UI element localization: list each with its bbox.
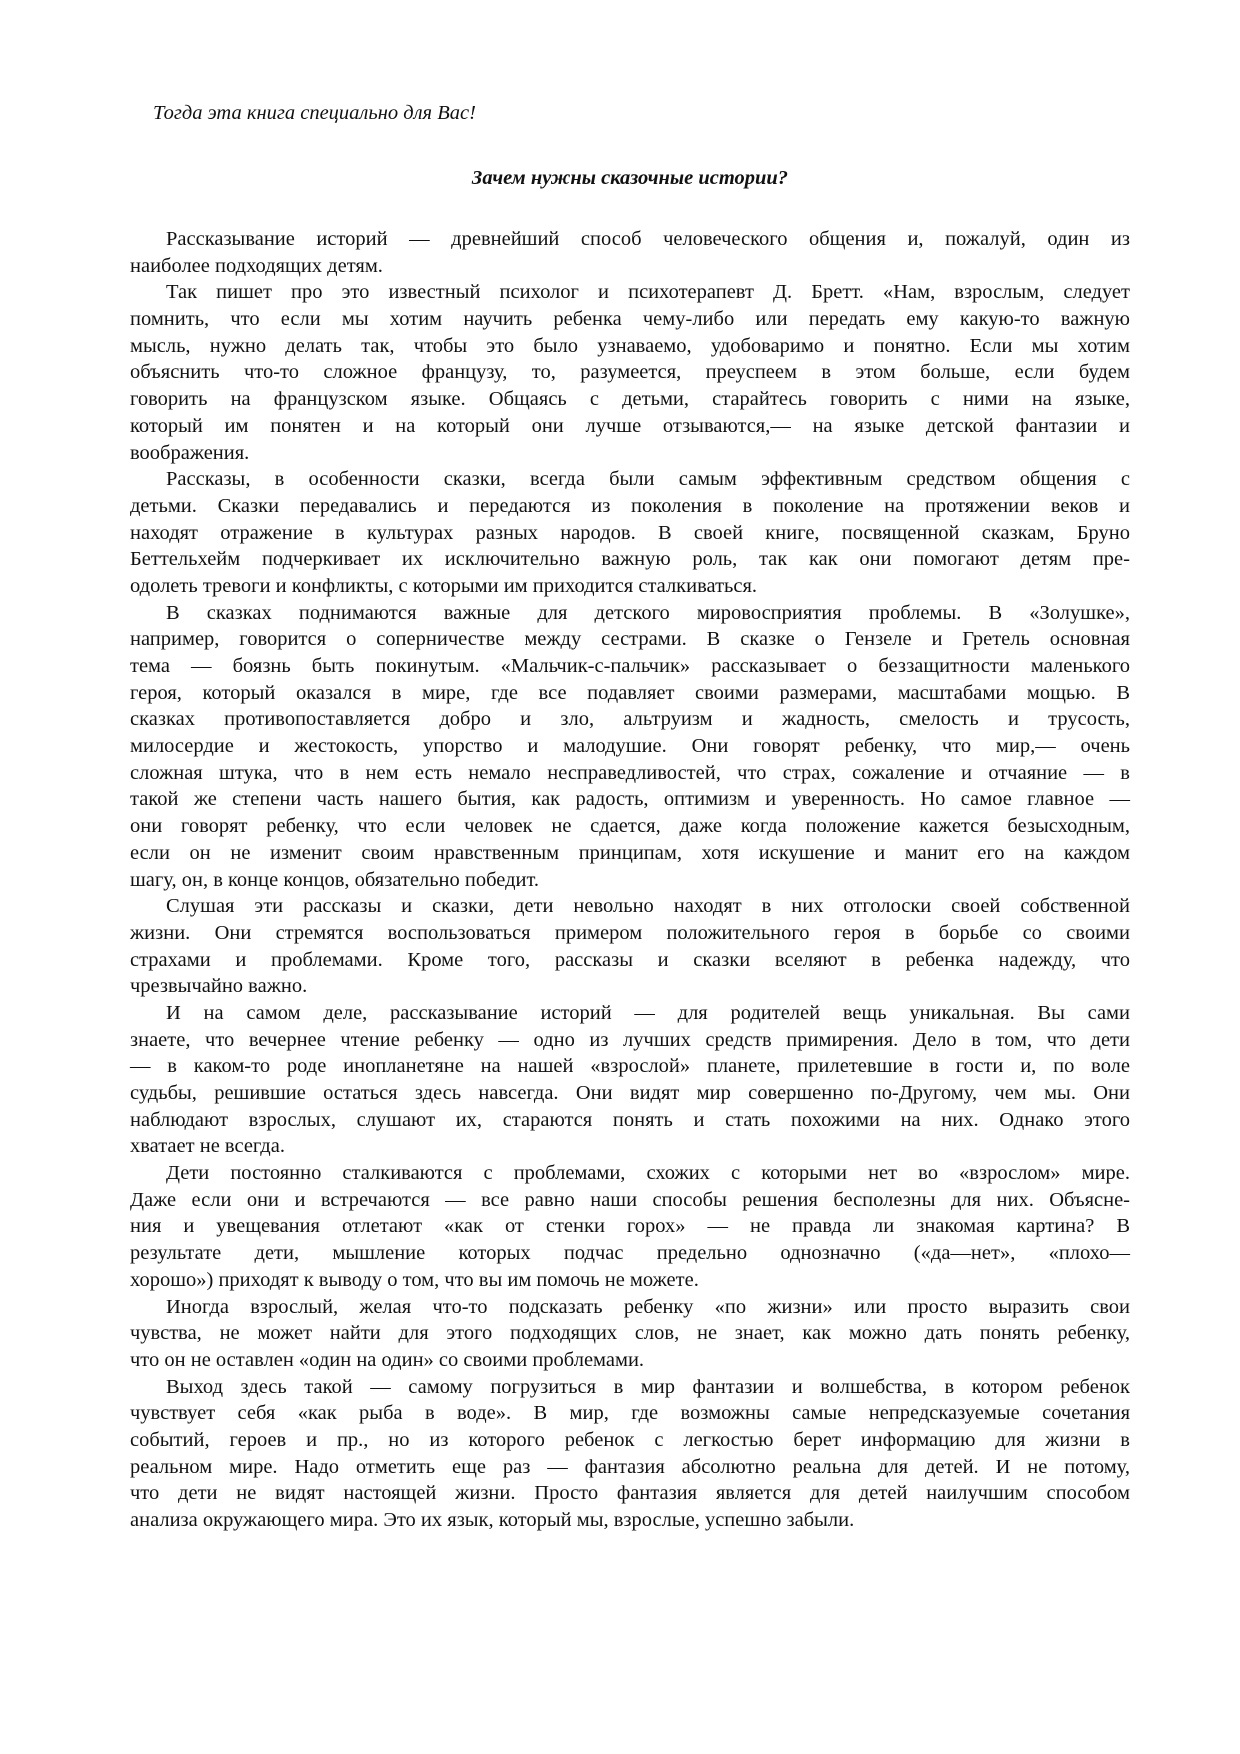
text-line: анализа окружающего мира. Это их язык, который мы, взрослые, успешно забыли. [130, 1509, 855, 1531]
text-line: Так пишет про это известный психолог и психотерапевт Д. Бретт. «Нам, взрослым, следует [166, 281, 1130, 304]
text-line: знаете, что вечернее чтение ребенку — одно из лучших средств примирения. Дело в том, что дети [130, 1028, 1130, 1051]
text-line: что он не оставлен «один на один» со своими проблемами. [130, 1348, 645, 1371]
paragraph [130, 600, 1130, 894]
section-title: Зачем нужны сказочные истории? [471, 167, 789, 189]
text-line: Иногда взрослый, желая что-то подсказать ребенку «по жизни» или просто выразить свои [166, 1295, 1130, 1318]
text-line: Слушая эти рассказы и сказки, дети невольно находят в них отголоски своей собственной [166, 895, 1130, 918]
text-line: героя, который оказался в мире, где все подавляет своими размерами, масштабами мощью. В [130, 681, 1130, 704]
text-line: говорить на французском языке. Общаясь с детьми, старайтесь говорить с ними на языке, [130, 388, 1130, 411]
paragraph [130, 893, 1130, 1000]
text-line: одолеть тревоги и конфликты, с которыми им приходится сталкиваться. [130, 574, 758, 597]
text-line: событий, героев и пр., но из которого ребенок с легкостью берет информацию для жизни в [130, 1428, 1130, 1451]
text-line: тема — боязнь быть покинутым. «Мальчик-с-пальчик» рассказывает о беззащитности маленького [130, 655, 1130, 677]
text-line: жизни. Они стремятся воспользоваться примером положительного героя в борьбе со своими [130, 921, 1130, 944]
text-line: который им понятен и на который они лучше отзываются,— на языке детской фантазии и [130, 414, 1130, 437]
text-line: В сказках поднимаются важные для детского мировосприятия проблемы. В «Золушке», [166, 601, 1130, 624]
text-line: шагу, он, в конце концов, обязательно победит. [130, 868, 540, 891]
text-line: хватает не всегда. [130, 1135, 285, 1158]
text-line: мысль, нужно делать так, чтобы это было узнаваемо, удобоваримо и понятно. Если мы хотим [130, 334, 1130, 357]
text-line: чувства, не может найти для этого подходящих слов, не знает, как можно дать понять ребенку, [130, 1322, 1130, 1345]
text-line: сказках противопоставляется добро и зло, альтруизм и жадность, смелость и трусость, [130, 708, 1130, 731]
paragraph [130, 1294, 1130, 1374]
text-line: наиболее подходящих детям. [130, 254, 383, 277]
text-line: помнить, что если мы хотим научить ребенка чему-либо или передать ему какую-то важную [130, 308, 1130, 331]
paragraph [130, 1374, 1130, 1534]
text-line: объяснить что-то сложное французу, то, разумеется, преуспеем в этом больше, если будем [130, 361, 1130, 384]
text-line: сложная штука, что в нем есть немало несправедливостей, что страх, сожаление и отчаяние — в [130, 761, 1130, 784]
text-line: если он не изменит своим нравственным принципам, хотя искушение и манит его на каждом [130, 841, 1130, 864]
text-line: реальном мире. Надо отметить еще раз — фантазия абсолютно реальна для детей. И не потому, [130, 1455, 1130, 1478]
paragraph [130, 1000, 1130, 1160]
text-line: чрезвычайно важно. [130, 975, 308, 998]
text-line: — в каком-то роде инопланетяне на нашей «взрослой» планете, прилетевшие в гости и, по воле [130, 1055, 1130, 1078]
text-line: чувствует себя «как рыба в воде». В мир, где возможны самые непредсказуемые сочетания [130, 1402, 1130, 1425]
paragraph [130, 1160, 1130, 1293]
text-line: например, говорится о соперничестве между сестрами. В сказке о Гензеле и Гретель основная [130, 628, 1130, 651]
text-line: ния и увещевания отлетают «как от стенки горох» — не правда ли знакомая картина? В [130, 1215, 1130, 1238]
text-line: Рассказы, в особенности сказки, всегда были самым эффективным средством общения с [166, 468, 1130, 491]
text-line: Выход здесь такой — самому погрузиться в мир фантазии и волшебства, в котором ребенок [166, 1375, 1130, 1398]
text-line: страхами и проблемами. Кроме того, рассказы и сказки вселяют в ребенка надежду, что [130, 948, 1130, 971]
text-line: они говорят ребенку, что если человек не сдается, даже когда положение кажется безысходным, [130, 815, 1130, 838]
paragraph [130, 466, 1130, 599]
text-line: что дети не видят настоящей жизни. Просто фантазия является для детей наилучшим способом [130, 1482, 1130, 1505]
body-text [130, 226, 1130, 1534]
text-line: такой же степени часть нашего бытия, как радость, оптимизм и уверенность. Но самое главное — [130, 788, 1130, 811]
text-line: воображения. [130, 441, 250, 464]
intro-line: Тогда эта книга специально для Вас! [153, 102, 476, 124]
text-line: результате дети, мышление которых подчас предельно однозначно («да—нет», «плохо— [130, 1242, 1130, 1265]
paragraph [130, 279, 1130, 466]
text-line: наблюдают взрослых, слушают их, стараются понять и стать похожими на них. Однако этого [130, 1108, 1130, 1131]
text-line: находят отражение в культурах разных народов. В своей книге, посвященной сказкам, Бруно [130, 521, 1130, 544]
text-line: Даже если они и встречаются — все равно наши способы решения бесполезны для них. Объясне- [130, 1188, 1130, 1211]
text-line: детьми. Сказки передавались и передаются из поколения в поколение на протяжении веков и [130, 494, 1130, 517]
text-line: Дети постоянно сталкиваются с проблемами, схожих с которыми нет во «взрослом» мире. [166, 1162, 1130, 1185]
text-line: милосердие и жестокость, упорство и малодушие. Они говорят ребенку, что мир,— очень [130, 735, 1130, 758]
text-line: судьбы, решившие остаться здесь навсегда. Они видят мир совершенно по-Другому, чем мы. Они [130, 1082, 1130, 1104]
text-line: хорошо») приходят к выводу о том, что вы им помочь не можете. [130, 1268, 699, 1291]
text-line: Беттельхейм подчеркивает их исключительно важную роль, так как они помогают детям пре- [130, 548, 1130, 571]
paragraph [130, 226, 1130, 279]
text-line: Рассказывание историй — древнейший способ человеческого общения и, пожалуй, один из [166, 228, 1130, 250]
text-line: И на самом деле, рассказывание историй — для родителей вещь уникальная. Вы сами [166, 1001, 1130, 1024]
